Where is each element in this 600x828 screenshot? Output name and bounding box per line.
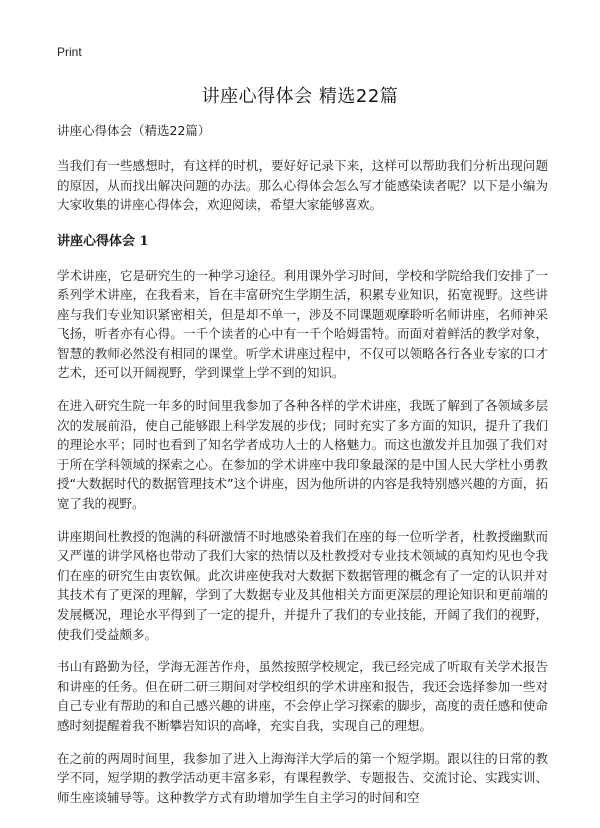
body-paragraph-4: 书山有路勤为径，学海无涯苦作舟，虽然按照学校规定，我已经完成了听取有关学术报告和讲座的任务。但在研二研三期间对学校组织的学术讲座和报告，我还会选择参加一些对自己专业有帮助的和自己感兴趣的讲座，不会停止学习探索的脚步，高度的责任感和使命感时刻提醒着我不断攀岩知识的高峰，充实自我，实现自己的理想。	[57, 659, 548, 733]
print-link[interactable]: Print	[57, 45, 82, 59]
section-heading: 讲座心得体会 1	[57, 233, 149, 249]
body-paragraph-3: 讲座期间杜教授的饱满的科研激情不时地感染着我们在座的每一位听学者，杜教授幽默而又严谨的讲学风格也带动了我们大家的热情以及杜教授对专业技术领域的真知灼见也令我们在座的研究生由衷钦佩。此次讲座使我对大数据下数据管理的概念有了一定的认识并对其技术有了更深的理解，学到了大数据专业及其他相关方面更深层的理论知识和更前端的发展概况，理论水平得到了一定的提升，并提升了我们的专业技能，开阔了我们的视野，使我们受益颇多。	[57, 528, 548, 642]
document-subtitle: 讲座心得体会（精选22篇）	[57, 123, 211, 138]
document-body	[57, 121, 548, 820]
body-paragraph-1: 学术讲座，它是研究生的一种学习途径。利用课外学习时间，学校和学院给我们安排了一系列学术讲座，在我看来，旨在丰富研究生学期生活，积累专业知识，拓宽视野。这些讲座与我们专业知识紧密相关，但是却不单一，涉及不同课题观摩聆听名师讲座，名师神采飞扬，听者亦有心得。一千个读者的心中有一千个哈姆雷特。而面对着鲜活的教学对象，智慧的教师必然没有相同的课堂。听学术讲座过程中，不仅可以领略各行各业专家的口才艺术，还可以开阔视野，学到课堂上学不到的知识。	[57, 267, 548, 381]
body-paragraph-5: 在之前的两周时间里，我参加了进入上海海洋大学后的第一个短学期。跟以往的日常的教学不同，短学期的教学活动更丰富多彩，有课程教学、专题报告、交流讨论、实践实训、师生座谈辅导等。这种教学方式有助增加学生自主学习的时间和空	[57, 750, 548, 805]
body-paragraph-2: 在进入研究生院一年多的时间里我参加了各种各样的学术讲座，我既了解到了各领域多层次的发展前沿，使自己能够跟上科学发展的步伐；同时充实了多方面的知识，提升了我们的理论水平；同时也看到了知名学者成功人士的人格魅力。而这也激发并且加强了我们对于所在学科领域的探索之心。在参加的学术讲座中我印象最深的是中国人民大学杜小勇教授“大数据时代的数据管理技术”这个讲座，因为他所讲的内容是我特别感兴趣的方面，拓宽了我的视野。	[57, 398, 548, 512]
page-title: 讲座心得体会 精选22篇	[201, 86, 399, 107]
intro-paragraph: 当我们有一些感想时，有这样的时机，要好好记录下来，这样可以帮助我们分析出现问题的原因，从而找出解决问题的办法。那么心得体会怎么写才能感染读者呢？以下是小编为大家收集的讲座心得体会，欢迎阅读，希望大家能够喜欢。	[57, 158, 548, 212]
